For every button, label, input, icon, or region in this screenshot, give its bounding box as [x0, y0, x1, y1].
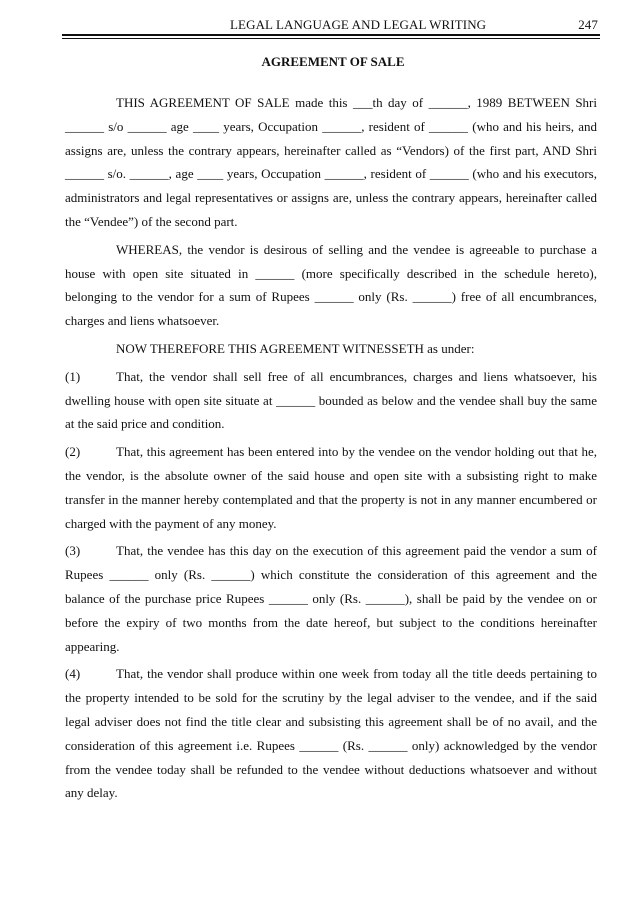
header-rule-thick [62, 34, 600, 36]
witnesseth-paragraph: NOW THEREFORE THIS AGREEMENT WITNESSETH as under: [116, 340, 475, 356]
document-body [65, 91, 597, 809]
clause-text: That, the vendee has this day on the execution of this agreement paid the vendor a sum of Rupees ______ only (Rs. ______) which constitute the consideration of this agreement and the balance of the purchase price Rupees ______ only (Rs. ______), shall be paid by the vendee on or before the expiry of two months from the date hereof, but subject to the conditions hereinafter appearing. [65, 543, 597, 654]
page-number: 247 [578, 17, 598, 32]
clause [65, 365, 597, 436]
header-rule-thin [62, 38, 600, 39]
clause-number: (4) [65, 666, 81, 682]
clause [65, 662, 597, 805]
whereas-paragraph: WHEREAS, the vendor is desirous of selling and the vendee is agreeable to purchase a house with open site situated in ______ (more specifically described in the schedule hereto), belonging to the vendor for a sum of Rupees ______ only (Rs. ______) free of all encumbrances, charges and liens whatsoever. [65, 241, 597, 329]
document-heading: AGREEMENT OF SALE [261, 54, 405, 69]
clause-number: (3) [65, 543, 81, 559]
running-head-title: LEGAL LANGUAGE AND LEGAL WRITING [230, 17, 487, 32]
running-head [62, 11, 600, 31]
preamble-paragraph: THIS AGREEMENT OF SALE made this ___th day of ______, 1989 BETWEEN Shri ______ s/o ______ age ____ years, Occupation ______, resident of ______ (who and his heirs, and assigns are, unless the contrary appears, hereinafter called as “Vendors) of the first part, AND Shri ______ s/o. ______, age ____ years, Occupation ______, resident of ______ (who and his executors, administrators and legal representatives or assigns are, unless the contrary appears, hereinafter called the “Vendee”) of the second part. [65, 95, 597, 229]
clause-text: That, the vendor shall sell free of all encumbrances, charges and liens whatsoever, his dwelling house with open site situate at ______ bounded as below and the vendee shall buy the same at the said price and condition. [65, 368, 597, 432]
clause [65, 440, 597, 535]
clause-text: That, this agreement has been entered into by the vendee on the vendor holding out that he, the vendor, is the absolute owner of the said house and open site with a subsisting right to make transfer in the manner hereby contemplated and that the property is not in any manner encumbered or charged with the payment of any money. [65, 444, 597, 531]
clause [65, 539, 597, 658]
clause-number: (2) [65, 444, 81, 460]
clause-number: (1) [65, 368, 81, 384]
clause-text: That, the vendor shall produce within one week from today all the title deeds pertaining to the property intended to be sold for the scrutiny by the legal adviser to the vendee, and if the said legal adviser does not find the title clear and subsisting this agreement shall be of no avail, and the consideration of this agreement i.e. Rupees ______ (Rs. ______ only) acknowledged by the vendor from the vendee today shall be refunded to the vendee without deductions whatsoever and without any delay. [65, 666, 597, 801]
